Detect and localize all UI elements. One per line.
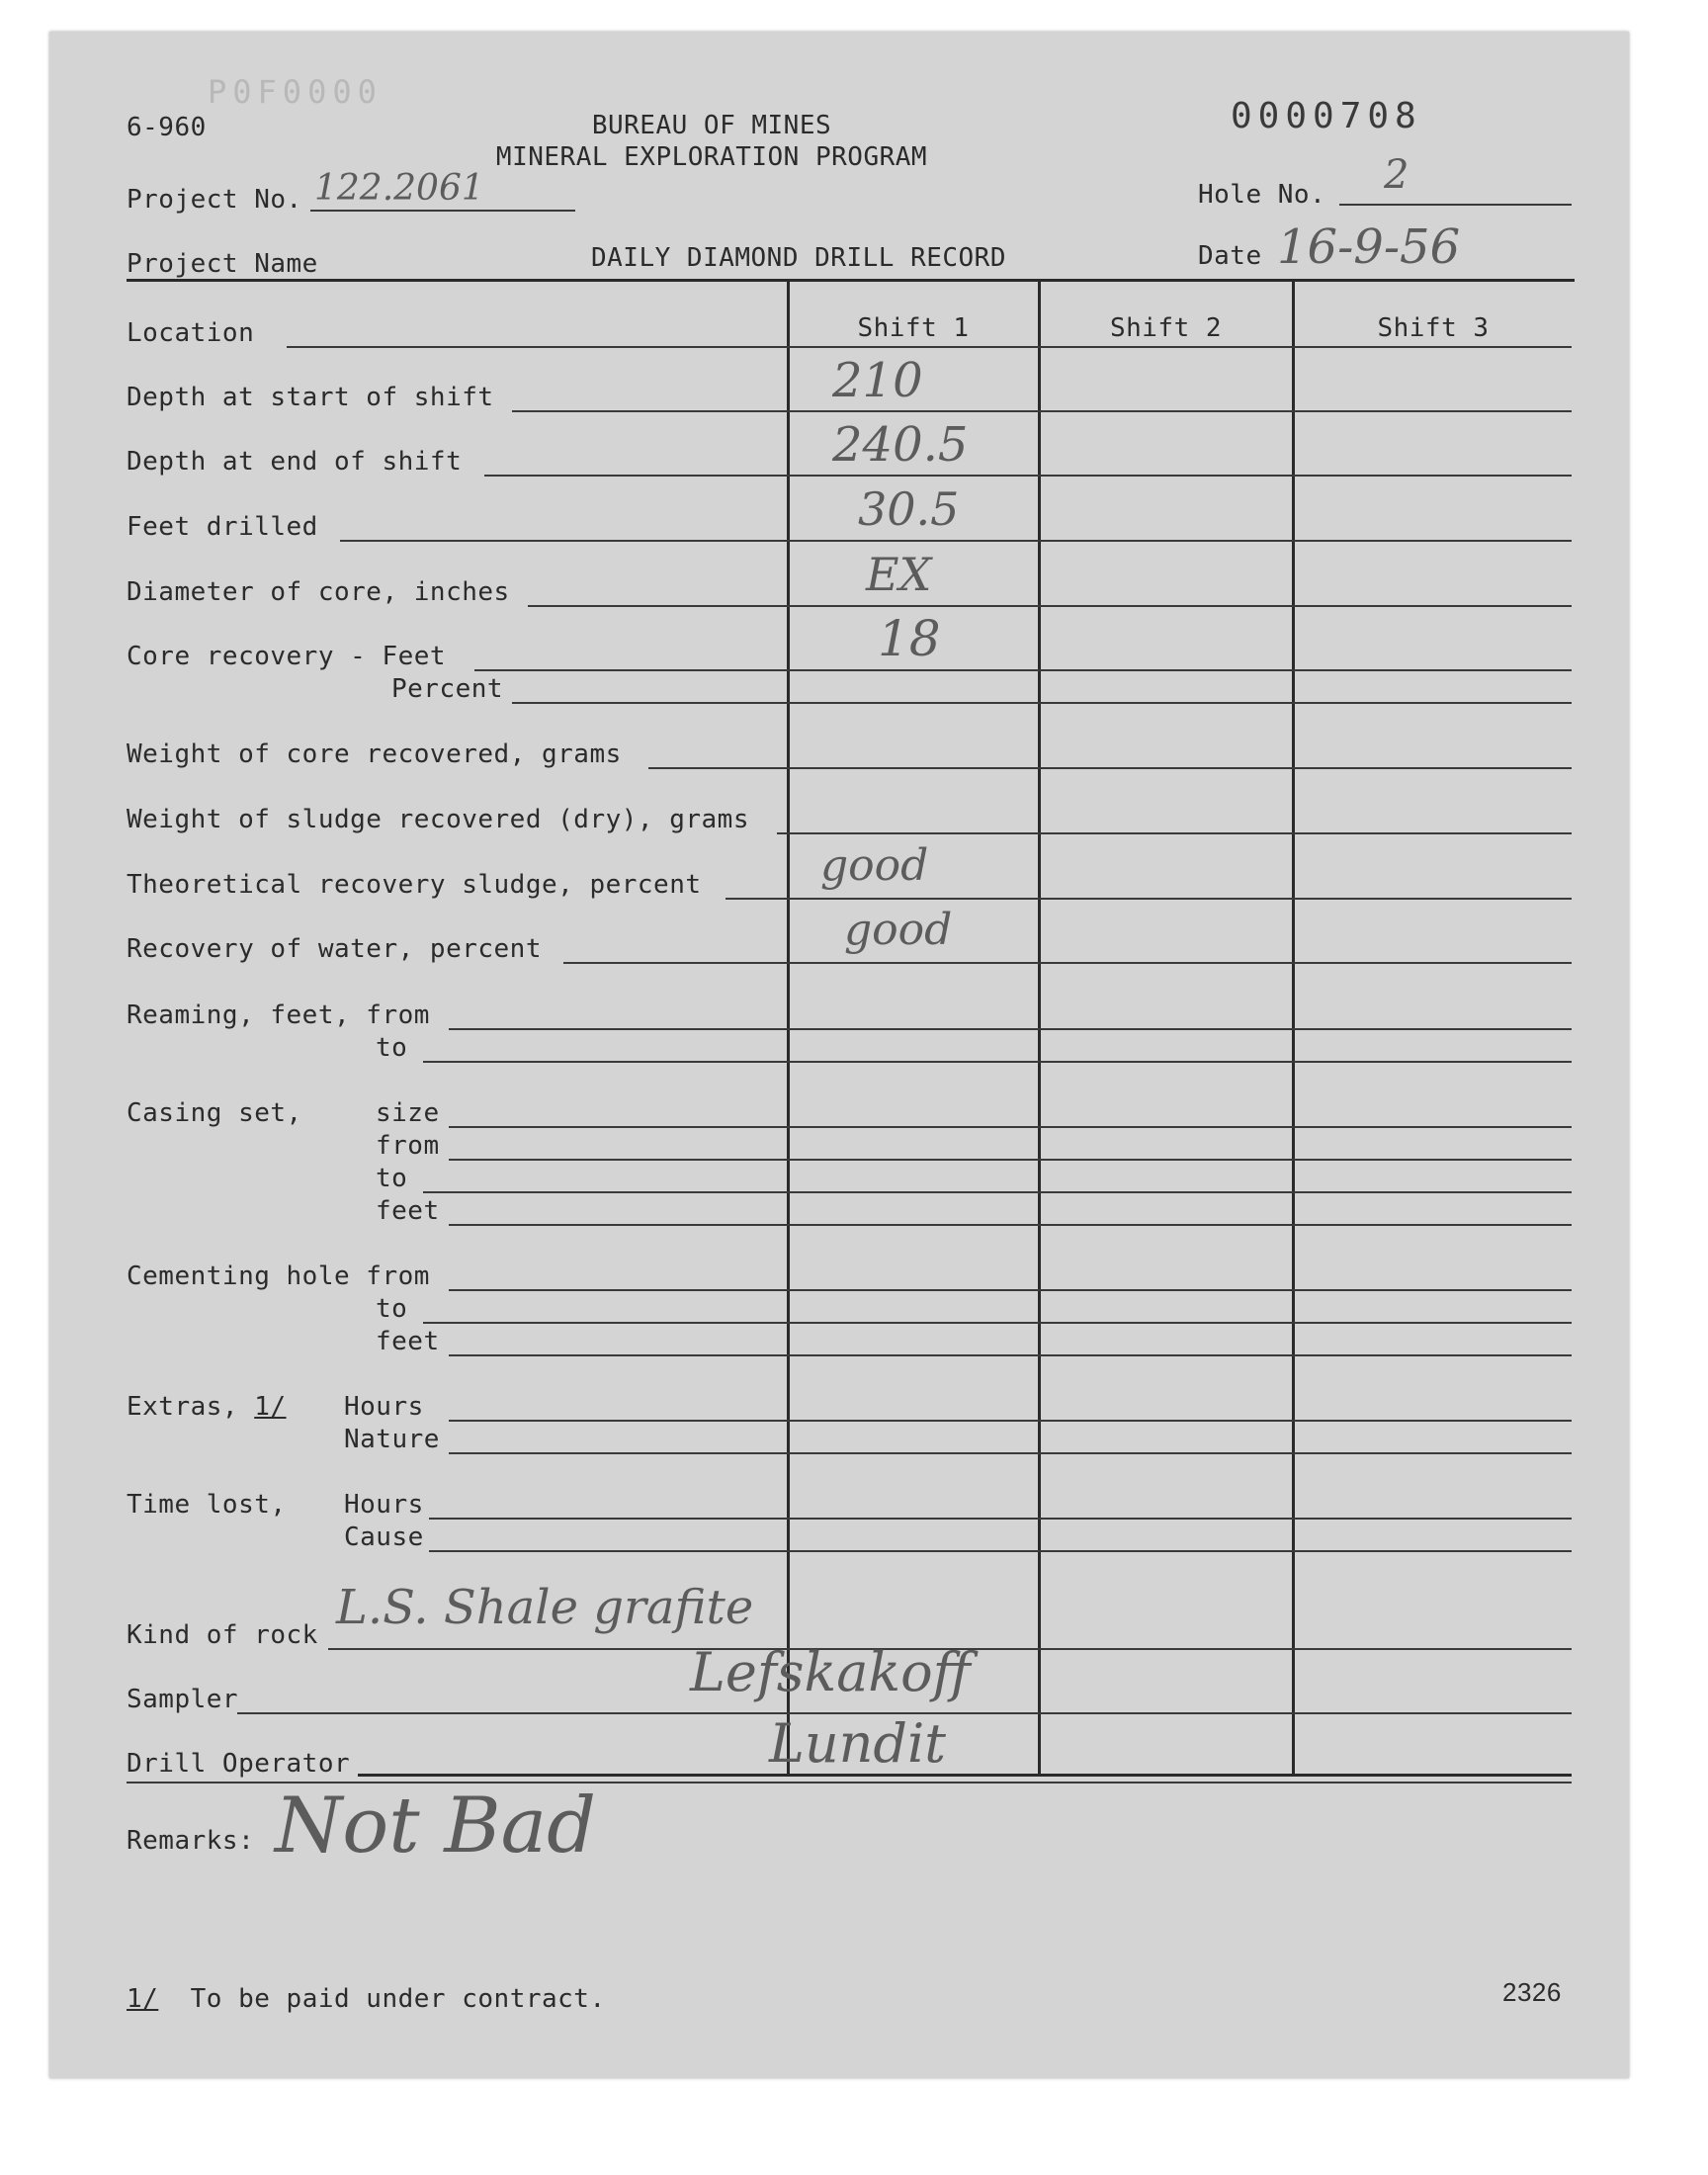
sublabel-casing-feet: feet <box>376 1196 440 1226</box>
faded-stamp: P0F0000 <box>208 73 383 111</box>
record-title: DAILY DIAMOND DRILL RECORD <box>591 243 1006 273</box>
project-no-line <box>310 210 575 212</box>
sublabel-casing-from: from <box>376 1131 440 1161</box>
row-line-feet-drilled <box>340 540 1572 542</box>
row-line-casing-to <box>423 1191 1572 1193</box>
row-label-weight-core: Weight of core recovered, grams <box>127 740 622 769</box>
row-line-drill-operator <box>358 1774 1572 1777</box>
column-header-shift-1: Shift 1 <box>857 313 970 343</box>
row-line-casing-feet <box>449 1224 1572 1226</box>
row-line-cementing-feet <box>449 1354 1572 1356</box>
row-label-percent: Percent <box>391 674 504 704</box>
row-label-extras: Extras, 1/ <box>127 1392 287 1422</box>
row-label-core-recovery: Core recovery - Feet <box>127 642 447 671</box>
sublabel-time-lost-cause: Cause <box>344 1522 424 1552</box>
drill-operator-signature: Lundit <box>769 1712 946 1775</box>
kind-of-rock-value: L.S. Shale grafite <box>336 1580 754 1635</box>
row-line-reaming-to <box>423 1061 1572 1063</box>
row-line-casing-from <box>449 1159 1572 1161</box>
sampler-signature: Lefskakoff <box>690 1641 971 1703</box>
page-number: 2326 <box>1502 1977 1562 2007</box>
shift1-depth-start: 210 <box>832 353 923 408</box>
agency-title: BUREAU OF MINES <box>591 111 832 140</box>
shift1-water-recovery: good <box>844 905 953 955</box>
sublabel-cementing-to: to <box>376 1294 408 1324</box>
form-number: 6-960 <box>127 113 207 142</box>
row-label-sampler: Sampler <box>127 1685 239 1714</box>
sublabel-casing-to: to <box>376 1164 408 1193</box>
row-line-extras-nature <box>449 1452 1572 1454</box>
column-header-shift-2: Shift 2 <box>1109 313 1223 343</box>
row-line-water-recovery <box>563 962 1572 964</box>
remarks-value: Not Bad <box>275 1782 597 1870</box>
row-line-percent <box>512 702 1572 704</box>
document-stamp-number: 0000708 <box>1231 96 1422 136</box>
row-line-weight-core <box>648 767 1572 769</box>
program-title: MINERAL EXPLORATION PROGRAM <box>495 142 928 172</box>
sublabel-extras-hours: Hours <box>344 1392 424 1422</box>
sublabel-time-lost-hours: Hours <box>344 1490 424 1520</box>
sublabel-reaming-to: to <box>376 1033 408 1063</box>
row-line-time-lost-hours <box>429 1518 1572 1520</box>
row-line-casing-size <box>449 1126 1572 1128</box>
row-line-weight-sludge <box>777 832 1572 834</box>
row-label-theoretical-sludge: Theoretical recovery sludge, percent <box>127 870 702 900</box>
row-label-casing: Casing set, <box>127 1098 302 1128</box>
row-label-feet-drilled: Feet drilled <box>127 512 318 542</box>
sublabel-extras-nature: Nature <box>344 1425 440 1454</box>
row-label-core-diameter: Diameter of core, inches <box>127 577 510 607</box>
hole-no-line <box>1339 204 1572 206</box>
sublabel-casing-size: size <box>376 1098 440 1128</box>
row-line-cementing-to <box>423 1322 1572 1324</box>
shift1-core-diameter: EX <box>866 548 932 601</box>
row-label-kind-of-rock: Kind of rock <box>127 1620 318 1650</box>
project-name-label: Project Name <box>127 249 318 279</box>
row-line-reaming-from <box>449 1028 1572 1030</box>
row-label-time-lost: Time lost, <box>127 1490 287 1520</box>
row-line-location <box>287 346 1572 348</box>
row-label-reaming: Reaming, feet, from <box>127 1000 430 1030</box>
project-no-label: Project No. <box>127 185 302 215</box>
row-line-core-recovery <box>474 669 1572 671</box>
row-line-depth-end <box>484 475 1572 477</box>
project-no-value: 122.2061 <box>314 168 484 209</box>
column-header-shift-3: Shift 3 <box>1377 313 1490 343</box>
row-line-core-diameter <box>528 605 1572 607</box>
row-label-depth-start: Depth at start of shift <box>127 383 494 412</box>
row-label-cementing: Cementing hole from <box>127 1262 430 1291</box>
row-line-theoretical-sludge <box>726 898 1572 900</box>
row-line-cementing-from <box>449 1289 1572 1291</box>
hole-no-label: Hole No. <box>1198 180 1326 210</box>
row-label-drill-operator: Drill Operator <box>127 1749 351 1779</box>
row-label-weight-sludge: Weight of sludge recovered (dry), grams <box>127 805 749 834</box>
date-value: 16-9-56 <box>1277 219 1461 275</box>
row-label-water-recovery: Recovery of water, percent <box>127 934 542 964</box>
footnote: 1/ To be paid under contract. <box>127 1984 606 2014</box>
date-label: Date <box>1198 241 1262 271</box>
shift1-theoretical-sludge: good <box>820 840 929 891</box>
sublabel-cementing-feet: feet <box>376 1327 440 1356</box>
form-sheet <box>49 32 1629 2078</box>
row-label-location: Location <box>127 318 255 348</box>
row-label-remarks: Remarks: <box>127 1826 255 1856</box>
shift1-depth-end: 240.5 <box>832 417 969 473</box>
row-label-depth-end: Depth at end of shift <box>127 447 463 477</box>
shift1-core-recovery-feet: 18 <box>878 610 941 667</box>
row-line-extras-hours <box>449 1420 1572 1422</box>
header-rule <box>127 279 1575 282</box>
hole-no-value: 2 <box>1384 152 1409 198</box>
row-line-time-lost-cause <box>429 1550 1572 1552</box>
row-line-depth-start <box>512 410 1572 412</box>
shift1-feet-drilled: 30.5 <box>858 482 960 536</box>
